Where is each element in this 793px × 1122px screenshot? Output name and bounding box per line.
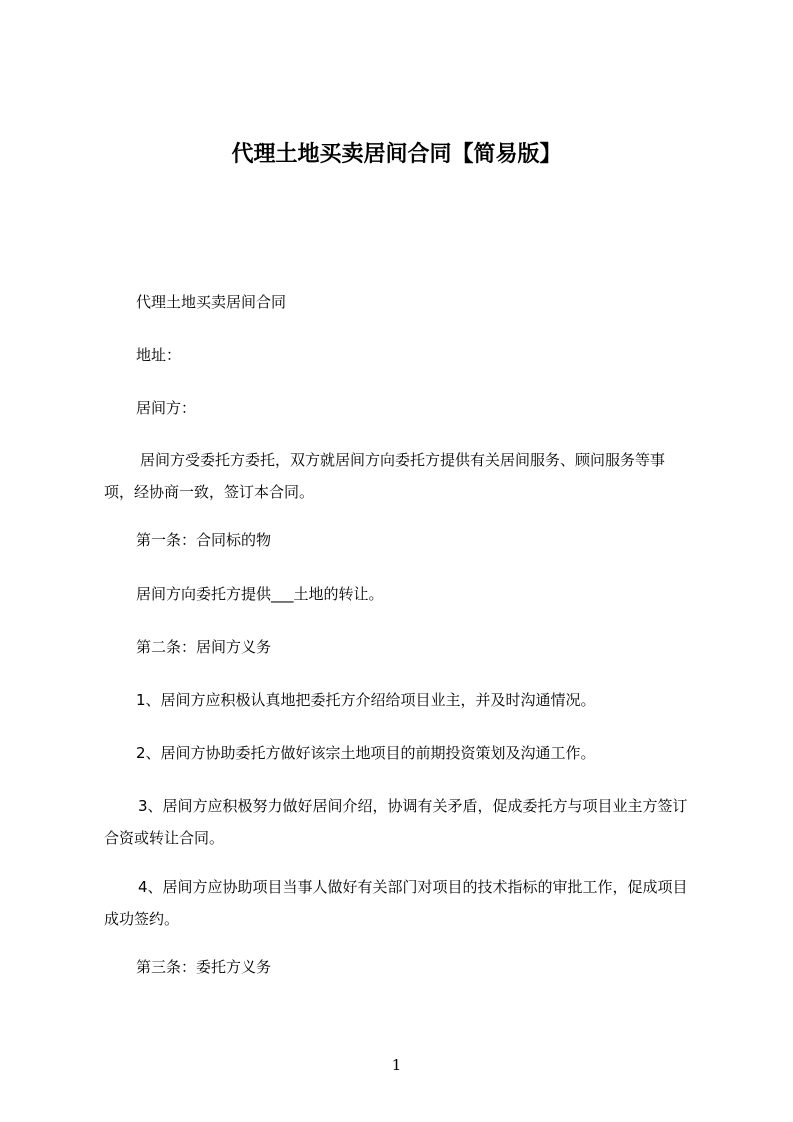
article-2-item-2: 2、居间方协助委托方做好该宗土地项目的前期投资策划及沟通工作。 [136, 744, 596, 762]
contract-name-line: 代理土地买卖居间合同 [136, 293, 287, 311]
preamble-paragraph: 居间方受委托方委托，双方就居间方向委托方提供有关居间服务、顾问服务等事项，经协商一致，签订本合同。 [104, 451, 666, 501]
article-2-item-4: 4、居间方应协助项目当事人做好有关部门对项目的技术指标的审批工作，促成项目成功签约。 [104, 878, 688, 928]
article-3-heading: 第三条：委托方义务 [136, 958, 272, 976]
address-line: 地址： [136, 346, 182, 364]
intermediary-line: 居间方： [136, 399, 197, 417]
article-2-item-3: 3、居间方应积极努力做好居间介绍，协调有关矛盾，促成委托方与项目业主方签订合资或转让合同。 [104, 797, 688, 847]
article-1-heading: 第一条：合同标的物 [136, 531, 272, 549]
page-number: 1 [391, 1056, 402, 1074]
article-1-content: 居间方向委托方提供___土地的转让。 [136, 585, 384, 603]
document-title: 代理土地买卖居间合同【简易版】 [231, 142, 562, 167]
article-2-item-1: 1、居间方应积极认真地把委托方介绍给项目业主，并及时沟通情况。 [136, 691, 596, 709]
article-2-heading: 第二条：居间方义务 [136, 638, 272, 656]
